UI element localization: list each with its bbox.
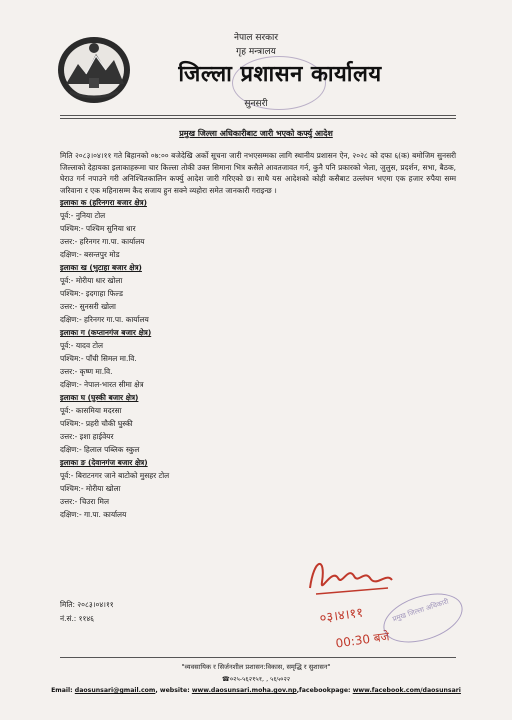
area-title: इलाका ङ (देवानगंज बजार क्षेत्र) bbox=[60, 458, 148, 467]
area-section bbox=[60, 198, 360, 261]
office-name: जिल्ला प्रशासन कार्यालय bbox=[178, 62, 382, 87]
email-label: Email: bbox=[51, 687, 73, 694]
letter-subject: प्रमुख जिल्ला अधिकारीबाट जारी भएको कर्फ्यु आदेश bbox=[179, 129, 333, 138]
facebook-label: facebookpage: bbox=[299, 687, 351, 694]
boundary-north: उत्तर:- हरिनगर गा.पा. कार्यालय bbox=[60, 236, 145, 246]
boundary-east: पूर्व:- यादव टोल bbox=[60, 340, 104, 350]
issue-date: मिति: २०८३।०४।११ bbox=[60, 600, 114, 609]
area-title: इलाका ख (भुटाहा बजार क्षेत्र) bbox=[60, 263, 142, 272]
area-section bbox=[60, 328, 360, 391]
area-title: इलाका घ (घुस्की बजार क्षेत्र) bbox=[60, 393, 139, 402]
area-section bbox=[60, 458, 360, 521]
contact-line: Email: daosunsari@gmail.com, website: www.daosunsari.moha.gov.np,facebookpage: www.facebook.com/daosunsari bbox=[51, 687, 461, 694]
area-title: इलाका ग (कप्तानगंज बजार क्षेत्र) bbox=[60, 328, 152, 337]
area-title: इलाका क (हरिनगरा बजार क्षेत्र) bbox=[60, 198, 147, 207]
area-section bbox=[60, 263, 360, 326]
boundary-east: पूर्व:- मोरीया धार खोला bbox=[60, 275, 123, 285]
boundary-north: उत्तर:- कृष्ण मा.वि. bbox=[60, 366, 113, 376]
office-phone: ☎०२५-५६२१५१, , ५६५०२२ bbox=[221, 675, 291, 683]
footer-divider bbox=[60, 657, 456, 658]
boundary-south: दक्षिण:- हिलाल पब्लिक स्कुल bbox=[60, 444, 140, 454]
header-divider-2 bbox=[60, 118, 456, 119]
facebook-link[interactable]: www.facebook.com/daosunsari bbox=[352, 687, 461, 694]
reference-number: नं.सं.: ११४६ bbox=[60, 614, 95, 623]
signature-date: ०३।४।११ bbox=[318, 605, 365, 627]
boundary-north: उत्तर:- सुनसरी खोला bbox=[60, 301, 116, 311]
office-motto: "व्यवसायिक र सिर्जनशील प्रशासन:विकास, समृद्धि र सुशासन" bbox=[181, 663, 331, 671]
boundary-north: उत्तर:- चिउरा मिल bbox=[60, 496, 109, 506]
government-name: नेपाल सरकार bbox=[233, 33, 279, 43]
area-section bbox=[60, 393, 360, 456]
ministry-name: गृह मन्त्रालय bbox=[236, 47, 276, 57]
boundary-south: दक्षिण:- गा.पा. कार्यालय bbox=[60, 509, 127, 519]
order-body: मिति २०८३।०४।११ गते बिहानको ०७:०० बजेदेखि अर्को सूचना जारी नभएसम्मका लागि स्थानीय प्रशासन ऐन, २०२८ को दफा ६(क) बमोजिम सुनसरी जिल्लाको देहायका इलाकाहरूमा चार किल्ला तोकी उक्त सिमाना भित्र कसैले आवतजावत गर्न, कुनै पनि प्रकारको भेला, जुलुस, प्रदर्शन, सभा, बैठक, घेराउ गर्न नपाउने गरी अनिश्चितकालिन कर्फ्यु आदेश जारी गरिएको छ। साथै यस आदेशको कोही कसैबाट उल्लंघन भएमा एक हजार रुपैया सम्म जरिवाना र एक महिनासम्म कैद सजाय हुन सक्ने व्यहोरा समेत जानकारी गराइन्छ । bbox=[60, 151, 456, 195]
stamp-text: प्रमुख जिल्ला अधिकारी bbox=[391, 597, 450, 624]
email-link[interactable]: daosunsari@gmail.com bbox=[74, 687, 156, 694]
boundary-west: पश्चिम:- प्रहरी चौकी घुस्की bbox=[60, 418, 133, 428]
district-name: सुनसरी bbox=[244, 99, 268, 109]
website-label: website: bbox=[159, 687, 190, 694]
boundary-west: पश्चिम:- पाँची सिमल मा.वि. bbox=[60, 353, 137, 363]
website-link[interactable]: www.daosunsari.moha.gov.np bbox=[191, 687, 297, 694]
boundary-east: पूर्व:- नुनिया टोल bbox=[60, 210, 106, 220]
boundary-east: पूर्व:- बिराटनगर जाने बाटोको मुसहर टोल bbox=[60, 470, 170, 480]
boundary-north: उत्तर:- इशा हाईवेयर bbox=[60, 431, 114, 441]
boundary-west: पश्चिम:- पश्चिम सुनिया धार bbox=[60, 223, 136, 233]
boundary-south: दक्षिण:- हरिनगर गा.पा. कार्यालय bbox=[60, 314, 149, 324]
header-divider bbox=[60, 115, 456, 116]
boundary-west: पश्चिम:- मोरीया खोला bbox=[60, 483, 121, 493]
signature-time: 00:30 बजे bbox=[334, 629, 391, 651]
boundary-south: दक्षिण:- नेपाल-भारत सीमा क्षेत्र bbox=[60, 379, 144, 389]
boundary-east: पूर्व:- कासमिया मदरसा bbox=[60, 405, 122, 415]
boundary-west: पश्चिम:- इदगाहा फिल्ड bbox=[60, 288, 123, 298]
boundary-south: दक्षिण:- बसन्तपुर मोड bbox=[60, 249, 120, 259]
